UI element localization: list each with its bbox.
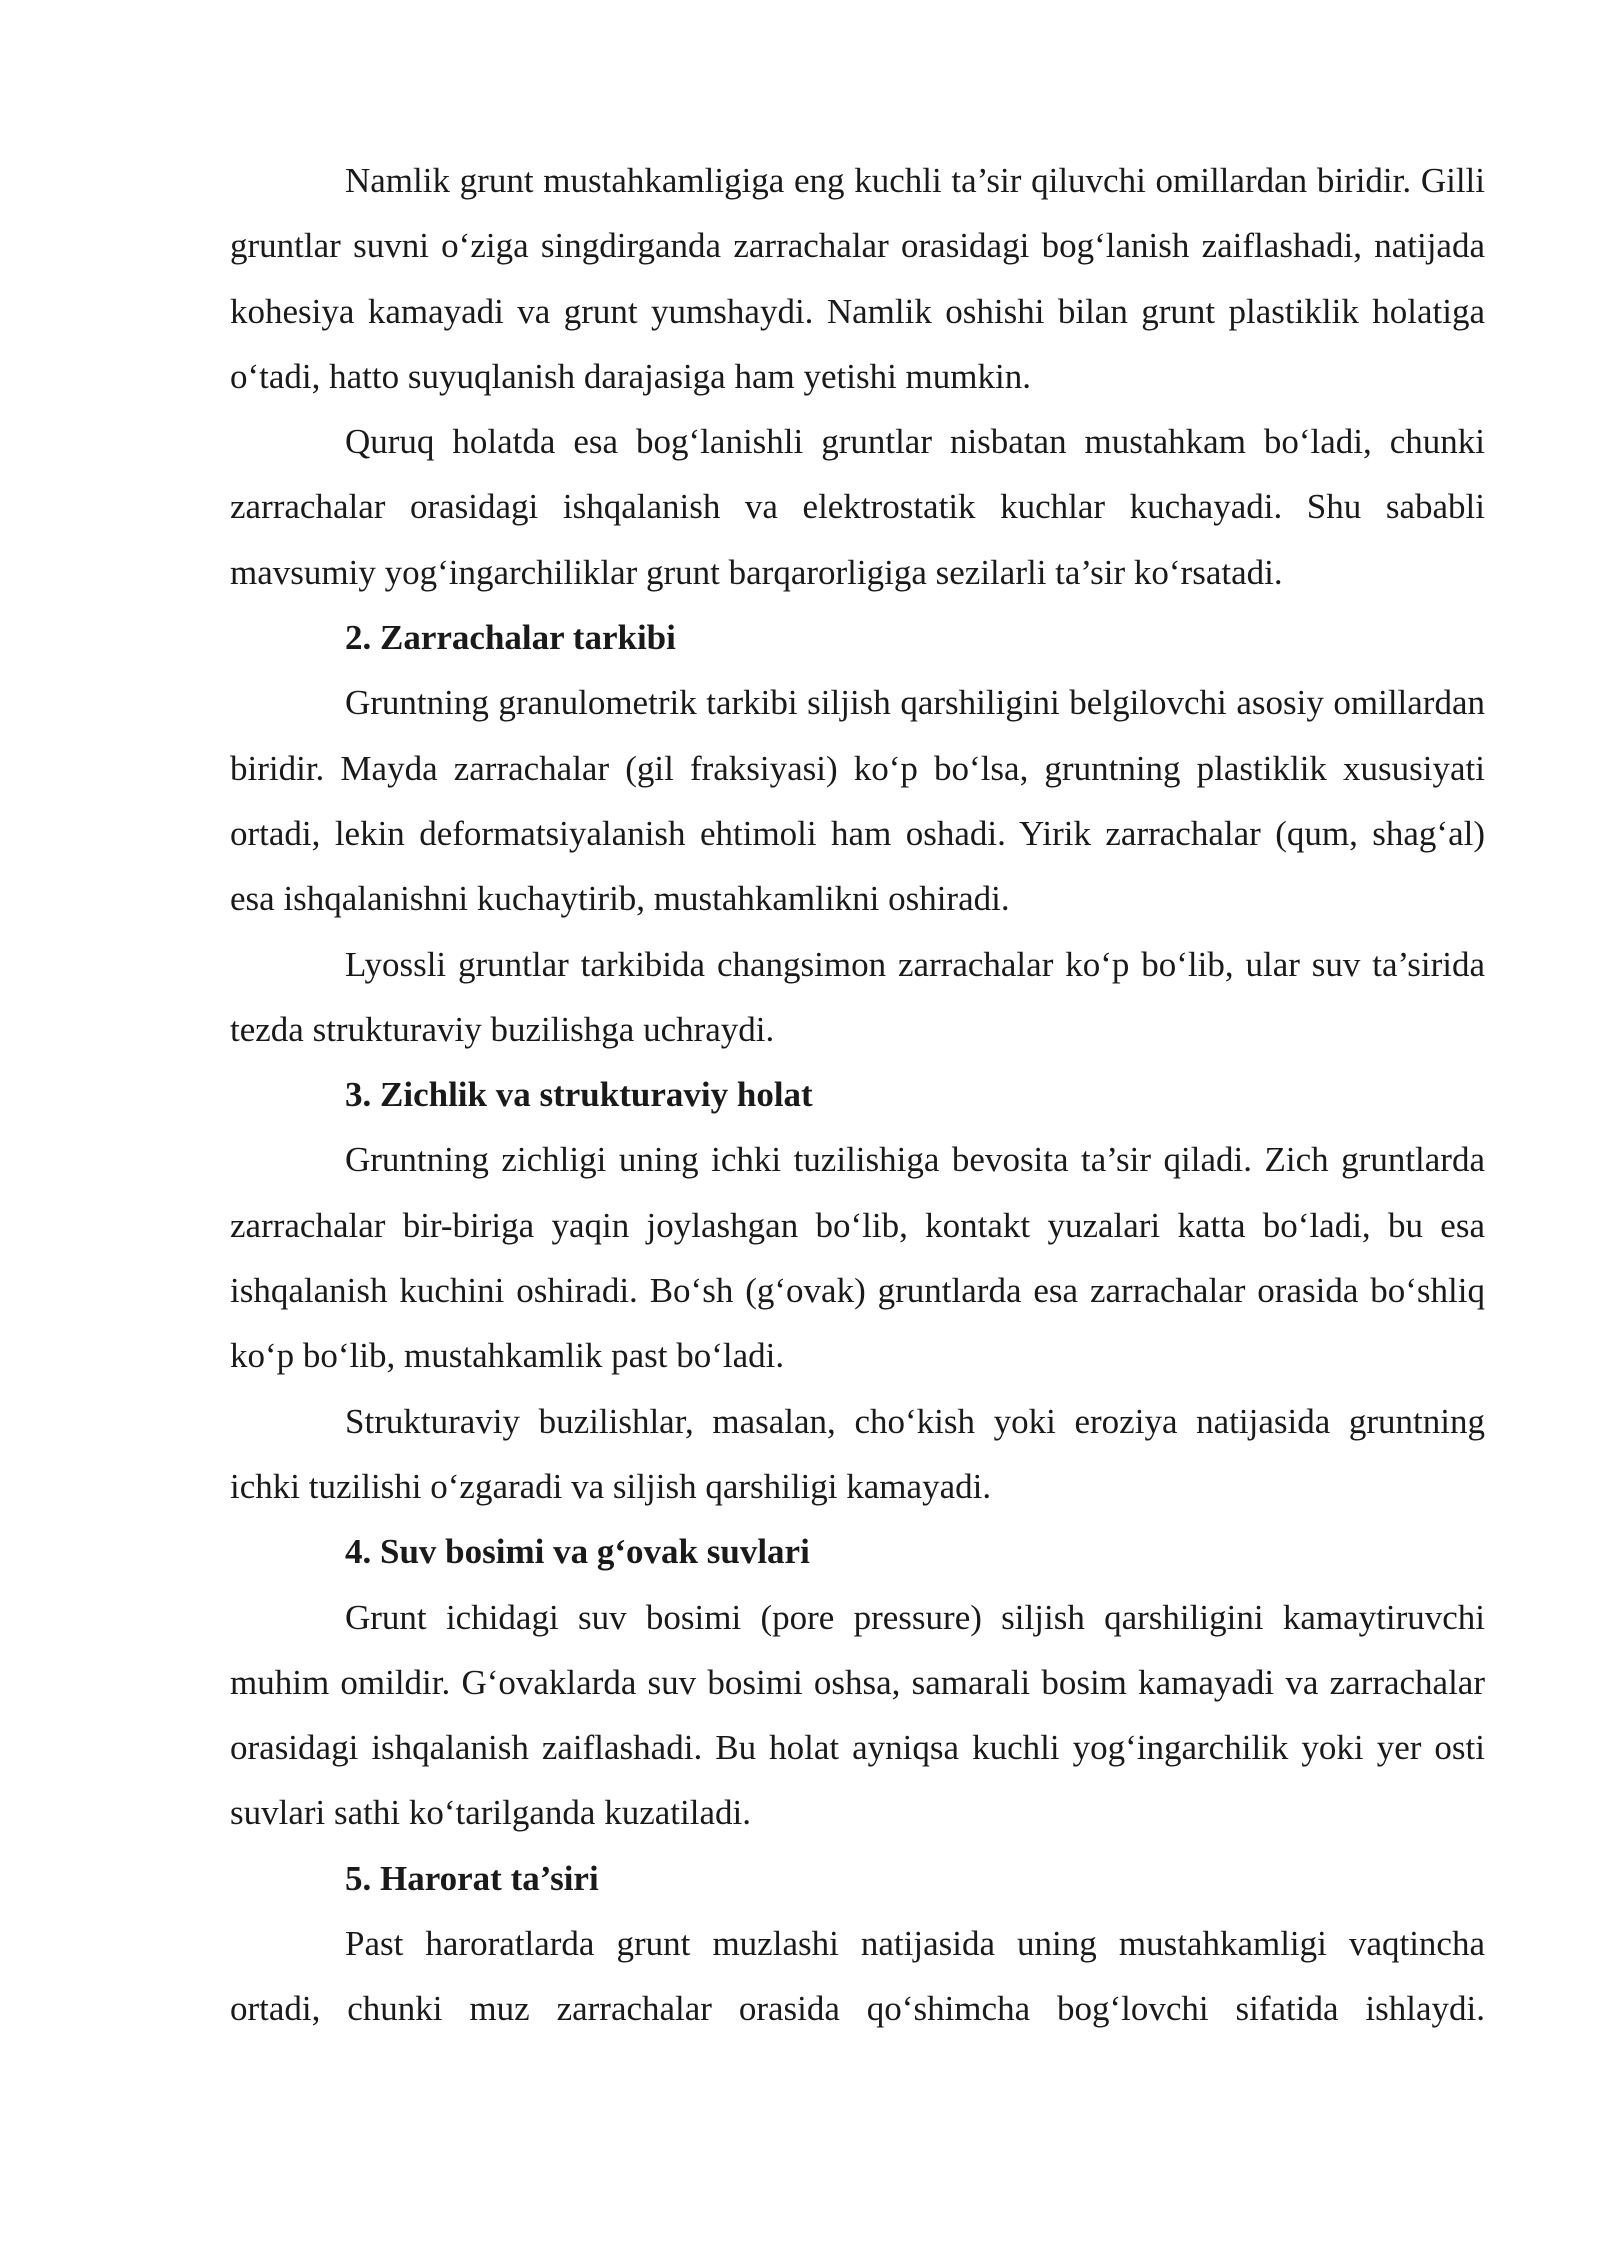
paragraph-pore-pressure: Grunt ichidagi suv bosimi (pore pressure) siljish qarshiligini kamaytiruvchi muhim omildir. G‘ovaklarda suv bosimi oshsa, samarali bosim kamayadi va zarrachalar orasidagi ishqalanish zaiflashadi. Bu holat ayniqsa kuchli yog‘ingarchilik yoki yer osti suvlari sathi ko‘tarilganda kuzatiladi. (230, 1597, 1485, 1833)
section-heading-particle-composition: 2. Zarrachalar tarkibi (345, 618, 676, 658)
section-heading-temperature: 5. Harorat ta’siri (345, 1858, 599, 1898)
paragraph-density: Gruntning zichligi uning ichki tuzilishiga bevosita ta’sir qiladi. Zich gruntlarda zarrachalar bir-biriga yaqin joylashgan bo‘lib, kontakt yuzalari katta bo‘ladi, bu esa ishqalanish kuchini oshiradi. Bo‘sh (g‘ovak) gruntlarda esa zarrachalar orasida bo‘shliq ko‘p bo‘lib, mustahkamlik past bo‘ladi. (230, 1140, 1485, 1376)
paragraph-granulometric: Gruntning granulometrik tarkibi siljish qarshiligini belgilovchi asosiy omillardan biridir. Mayda zarrachalar (gil fraksiyasi) ko‘p bo‘lsa, gruntning plastiklik xususiyati ortadi, lekin deformatsiyalanish ehtimoli ham oshadi. Yirik zarrachalar (qum, shag‘al) esa ishqalanishni kuchaytirib, mustahkamlikni oshiradi. (230, 683, 1485, 919)
paragraph-dry-state: Quruq holatda esa bog‘lanishli gruntlar nisbatan mustahkam bo‘ladi, chunki zarrachalar orasidagi ishqalanish va elektrostatik kuchlar kuchayadi. Shu sababli mavsumiy yog‘ingarchiliklar grunt barqarorligiga sezilarli ta’sir ko‘rsatadi. (230, 422, 1485, 592)
paragraph-loess: Lyossli gruntlar tarkibida changsimon zarrachalar ko‘p bo‘lib, ular suv ta’sirida tezda strukturaviy buzilishga uchraydi. (230, 944, 1485, 1049)
section-heading-density: 3. Zichlik va strukturaviy holat (345, 1075, 813, 1115)
paragraph-moisture: Namlik grunt mustahkamligiga eng kuchli ta’sir qiluvchi omillardan biridir. Gilli gruntlar suvni o‘ziga singdirganda zarrachalar orasidagi bog‘lanish zaiflashadi, natijada kohesiya kamayadi va grunt yumshaydi. Namlik oshishi bilan grunt plastiklik holatiga o‘tadi, hatto suyuqlanish darajasiga ham yetishi mumkin. (230, 161, 1485, 396)
paragraph-temperature: Past haroratlarda grunt muzlashi natijasida uning mustahkamligi vaqtincha ortadi, chunki muz zarrachalar orasida qo‘shimcha bog‘lovchi sifatida ishlaydi. (230, 1924, 1485, 2029)
document-page (230, 148, 1485, 2042)
section-heading-water-pressure: 4. Suv bosimi va g‘ovak suvlari (345, 1532, 810, 1572)
paragraph-structural-damage: Strukturaviy buzilishlar, masalan, cho‘kish yoki eroziya natijasida gruntning ichki tuzilishi o‘zgaradi va siljish qarshiligi kamayadi. (230, 1401, 1485, 1506)
